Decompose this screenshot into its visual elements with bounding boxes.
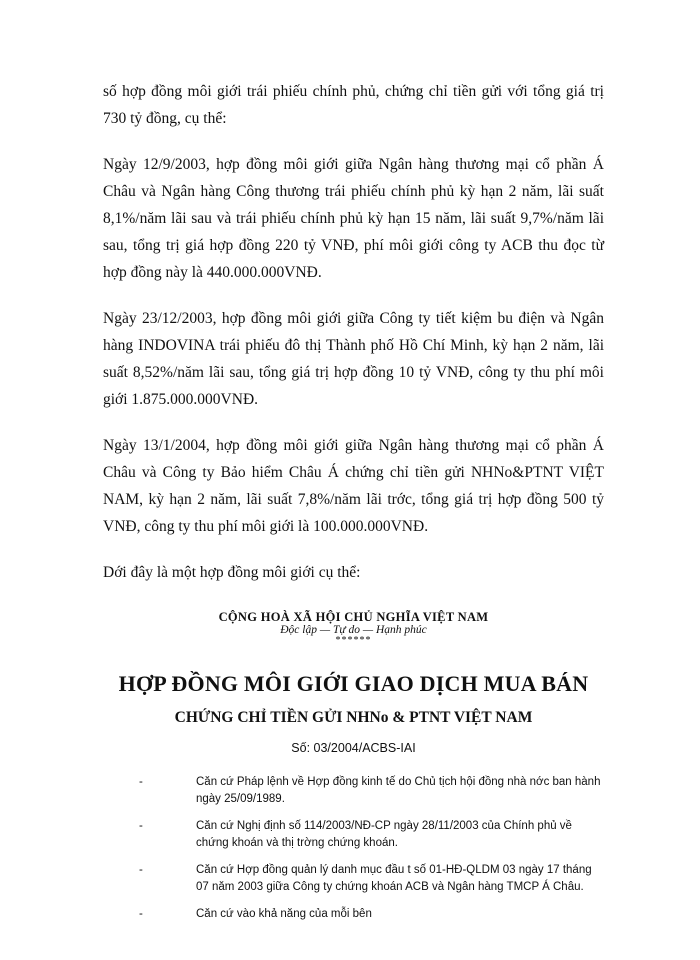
basis-item [139, 862, 604, 896]
basis-item [139, 906, 604, 923]
national-heading: CỘNG HOÀ XÃ HỘI CHỦ NGHĨA VIỆT NAM [218, 610, 489, 624]
paragraph-contract-1: Ngày 12/9/2003, hợp đồng môi giới giữa Ngân hàng thương mại cổ phần Á Châu và Ngân hàng Công thương trái phiếu chính phủ kỳ hạn 2 năm, lãi suất 8,1%/năm lãi sau và trái phiếu chính phủ kỳ hạn 15 năm, lãi suất 9,7%/năm lãi sau, tổng trị giá hợp đồng 220 tỷ VNĐ, phí môi giới công ty ACB thu đọc từ hợp đồng này là 440.000.000VNĐ. [103, 156, 604, 281]
basis-item [139, 774, 604, 808]
motto-stars: ****** [335, 635, 372, 646]
basis-list-wrapper [139, 774, 604, 923]
basis-list [139, 774, 604, 923]
basis-text: Căn cứ Hợp đồng quản lý danh mục đầu t số 01-HĐ-QLDM 03 ngày 17 tháng 07 năm 2003 giữa Công ty chứng khoán ACB và Ngân hàng TMCP Á Châu. [196, 864, 592, 893]
intro-paragraph: số hợp đồng môi giới trái phiếu chính phủ, chứng chỉ tiền gửi với tổng giá trị 730 tỷ đồng, cụ thể: [103, 83, 604, 127]
dash-bullet: - [139, 776, 143, 788]
basis-text: Căn cứ Nghị định số 114/2003/NĐ-CP ngày 28/11/2003 của Chính phủ về chứng khoán và thị trờng chứng khoán. [196, 820, 572, 849]
contract-number: Số: 03/2004/ACBS-IAI [291, 741, 416, 755]
paragraph-lead-in: Dới đây là một hợp đồng môi giới cụ thể: [103, 564, 361, 581]
basis-text: Căn cứ Pháp lệnh về Hợp đồng kinh tế do Chủ tịch hội đồng nhà nớc ban hành ngày 25/09/1989. [196, 776, 601, 805]
dash-bullet: - [139, 864, 143, 876]
paragraph-contract-3: Ngày 13/1/2004, hợp đồng môi giới giữa Ngân hàng thương mại cổ phần Á Châu và Công ty Bảo hiểm Châu Á chứng chỉ tiền gửi NHNo&PTNT VIỆT NAM, kỳ hạn 2 năm, lãi suất 7,8%/năm lãi trớc, tổng giá trị hợp đồng 500 tỷ VNĐ, công ty thu phí môi giới là 100.000.000VNĐ. [103, 437, 604, 535]
dash-bullet: - [139, 908, 143, 920]
contract-title: HỢP ĐỒNG MÔI GIỚI GIAO DỊCH MUA BÁN [118, 671, 589, 696]
national-motto: Độc lập — Tự do — Hạnh phúc [280, 624, 427, 636]
basis-item [139, 818, 604, 852]
basis-text: Căn cứ vào khả năng của mỗi bên [196, 908, 372, 920]
contract-subtitle: CHỨNG CHỈ TIỀN GỬI NHNo & PTNT VIỆT NAM [174, 709, 533, 726]
dash-bullet: - [139, 820, 143, 832]
paragraph-contract-2: Ngày 23/12/2003, hợp đồng môi giới giữa Công ty tiết kiệm bu điện và Ngân hàng INDOVINA trái phiếu đô thị Thành phố Hồ Chí Minh, kỳ hạn 2 năm, lãi suất 8,52%/năm lãi sau, tổng giá trị hợp đồng 10 tỷ VNĐ, công ty thu phí môi giới 1.875.000.000VNĐ. [103, 310, 604, 408]
